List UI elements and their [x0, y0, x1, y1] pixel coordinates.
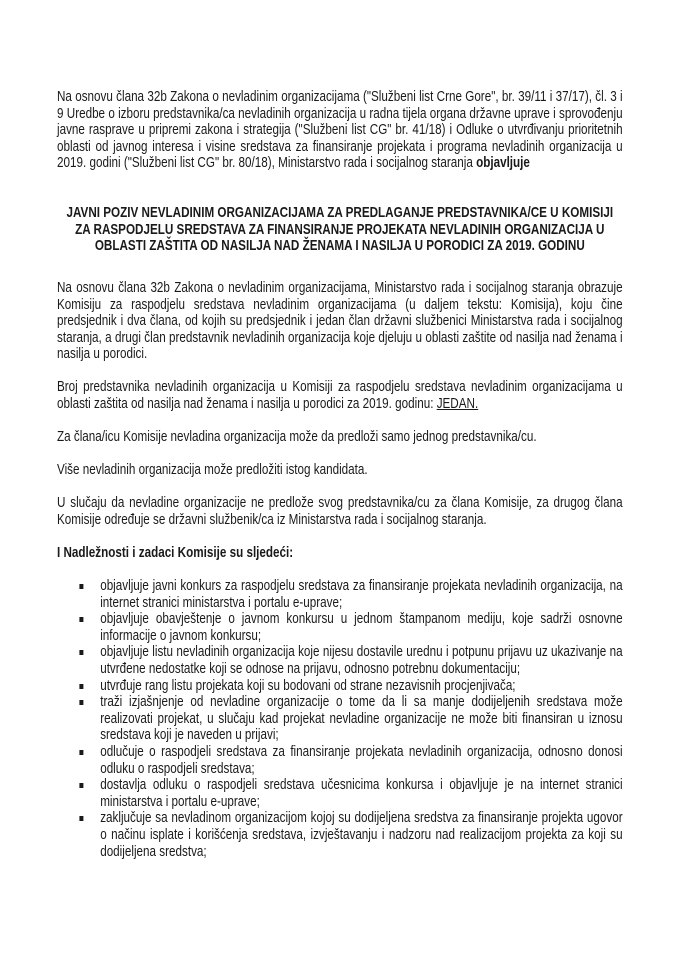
fallback-paragraph: U slučaju da nevladine organizacije ne predlože svog predstavnika/cu za člana Komisije, za drugog člana Komisije određuje se državni službenik/ca iz Ministarstva rada i socijalnog staranja. [57, 495, 623, 528]
commission-paragraph: Na osnovu člana 32b Zakona o nevladinim organizacijama, Ministarstvo rada i socijalnog staranja obrazuje Komisiju za raspodjelu sredstava nevladinim organizacijama (u daljem tekstu: Komisija), koju čine predsjednik i dva člana, od kojih su predsjednik i jedan član državni službenici Ministarstva rada i socijalnog staranja, a drugi član predstavnik nevladinih organizacija koje djeluju u oblasti zaštite od nasilja nad ženama i nasilja u porodici. [57, 280, 623, 363]
same-candidate-paragraph: Više nevladinih organizacija može predložiti istog kandidata. [57, 462, 368, 478]
title-line-1: JAVNI POZIV NEVLADINIM ORGANIZACIJAMA ZA PREDLAGANJE PREDSTAVNIKA/CE U KOMISIJI [66, 205, 614, 221]
bullet-icon [79, 650, 83, 655]
bullet-icon [79, 684, 83, 689]
title-line-3: OBLASTI ZAŠTITA OD NASILJA NAD ŽENAMA I NASILJA U PORODICI ZA 2019. GODINU [94, 238, 585, 255]
document-title [57, 205, 623, 255]
list-item [57, 611, 623, 644]
list-item-text: zaključuje sa nevladinom organizacijom kojoj su dodijeljena sredstva za finansiranje projekta ugovor o načinu isplate i korišćenja sredstava, izvještavanju i nadzoru nad realizacijom projekta za koji su dodijeljena sredstva; [100, 810, 623, 860]
bullet-icon [79, 816, 83, 821]
section-heading: I Nadležnosti i zadaci Komisije su sljedeći: [57, 545, 294, 561]
list-item [57, 694, 623, 744]
bullet-icon [79, 750, 83, 755]
list-item [57, 810, 623, 860]
one-representative-paragraph: Za člana/icu Komisije nevladina organizacija može da predloži samo jednog predstavnika/cu. [57, 429, 537, 445]
bullet-icon [79, 700, 83, 705]
intro-paragraph [57, 89, 623, 172]
list-item [57, 578, 623, 611]
list-item [57, 744, 623, 777]
list-item-text: objavljuje javni konkurs za raspodjelu sredstava za finansiranje projekata nevladinih organizacija, na internet stranici ministarstva i portalu e-uprave; [100, 578, 623, 611]
list-item-text: traži izjašnjenje od nevladine organizacije o tome da li sa manje dodijeljenih sredstava može realizovati projekat, u slučaju kad projekat nevladine organizacije ne može biti finansiran u iznosu sredstava koji je naveden u prijavi; [100, 694, 623, 744]
count-value: JEDAN. [436, 395, 479, 412]
title-line-2: ZA RASPODJELU SREDSTAVA ZA FINANSIRANJE PROJEKATA NEVLADINIH ORGANIZACIJA U [75, 221, 605, 238]
bullet-icon [79, 617, 83, 622]
intro-bold-verb: objavljuje [476, 155, 530, 172]
list-item [57, 777, 623, 810]
list-item-text: odlučuje o raspodjeli sredstava za finansiranje projekata nevladinih organizacija, odnosno donosi odluku o raspodjeli sredstava; [100, 743, 623, 777]
intro-text: Na osnovu člana 32b Zakona o nevladinim organizacijama ("Službeni list Crne Gore", br. 39/11 i 37/17), čl. 3 i 9 Uredbe o izboru predstavnika/ca nevladinih organizacija u radna tijela organa državne uprave i sprovođenju javne rasprave u pripremi zakona i strategija ("Službeni list CG" br. 41/18) i Odluke o utvrđivanju prioritetnih oblasti od javnog interesa i visine sredstava za finansiranje projekata i programa nevladinih organizacija u 2019. godini ("Službeni list CG" br. 80/18), Ministarstvo rada i socijalnog staranja [57, 89, 623, 172]
duties-list [57, 578, 623, 860]
list-item-text: objavljuje listu nevladinih organizacija koje nijesu dostavile urednu i potpunu prijavu uz ukazivanje na utvrđene nedostatke koji se odnose na prijavu, odnosno potrebnu dokumentaciju; [100, 644, 623, 677]
list-item [57, 644, 623, 677]
count-prefix: Broj predstavnika nevladinih organizacija u Komisiji za raspodjelu sredstava nevladinim organizacijama u oblasti zaštita od nasilja nad ženama i nasilja u porodici za 2019. godinu: [57, 379, 623, 412]
list-item-text: objavljuje obavještenje o javnom konkursu u jednom štampanom mediju, koje sadrži osnovne informacije o javnom konkursu; [100, 611, 623, 644]
bullet-icon [79, 584, 83, 589]
bullet-icon [79, 783, 83, 788]
representative-count-paragraph [57, 379, 623, 412]
list-item [57, 678, 623, 695]
list-item-text: utvrđuje rang listu projekata koji su bodovani od strane nezavisnih procjenjivača; [100, 677, 516, 694]
list-item-text: dostavlja odluku o raspodjeli sredstava učesnicima konkursa i objavljuje je na internet stranici ministarstva i portalu e-uprave; [100, 777, 623, 810]
